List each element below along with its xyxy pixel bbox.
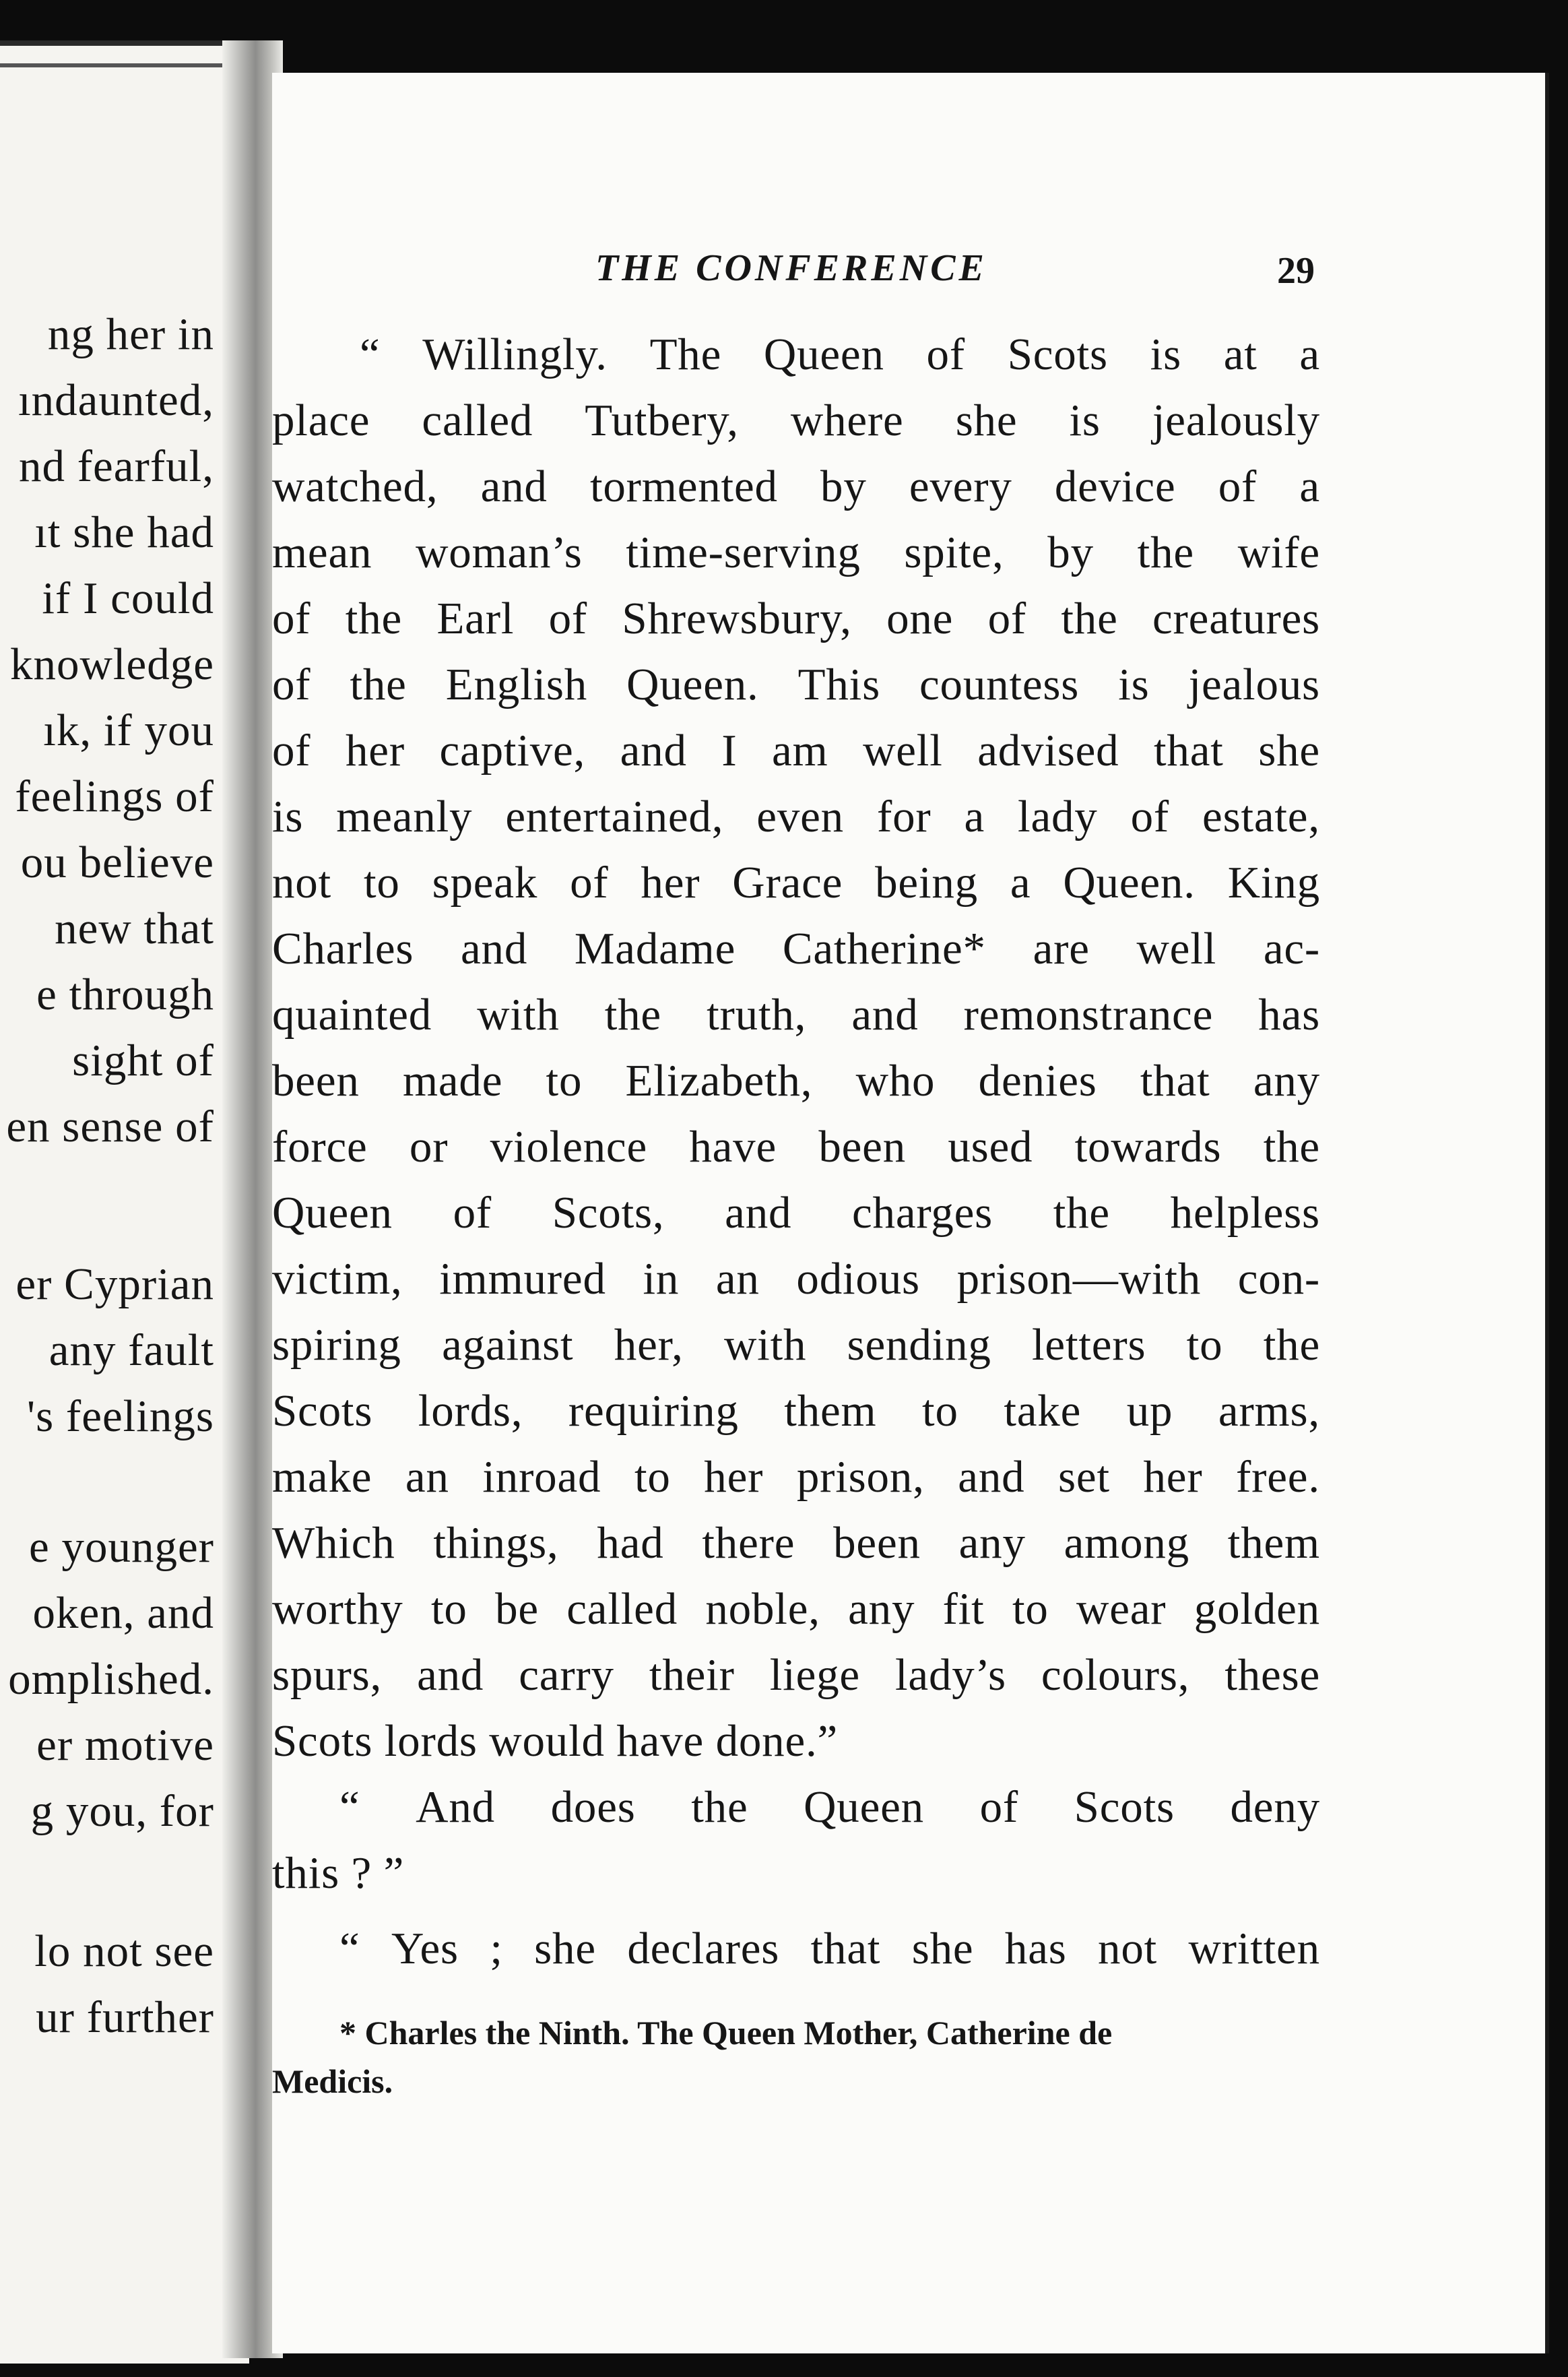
word: to (634, 1452, 671, 1502)
word: the (1263, 1320, 1320, 1370)
text-line (272, 1517, 1320, 1569)
left-text-line: if I could (42, 573, 214, 623)
word: every (909, 462, 1012, 511)
word: to (1186, 1320, 1223, 1370)
word: has (1004, 1924, 1067, 1973)
word: been (272, 1056, 360, 1106)
word: any (958, 1518, 1026, 1568)
right-page (272, 73, 1549, 2353)
word: and (417, 1650, 484, 1700)
word: I (721, 726, 738, 775)
word: been (833, 1518, 921, 1568)
text-line (272, 395, 1320, 447)
page-number: 29 (1277, 250, 1315, 292)
word: carry (519, 1650, 614, 1700)
word: the (604, 990, 661, 1040)
word: Earl (436, 594, 515, 643)
word: “ (339, 1924, 360, 1973)
word: remonstrance (963, 990, 1214, 1040)
word: Scots, (552, 1188, 665, 1238)
word: her (641, 858, 700, 908)
text-line (339, 1781, 1320, 1833)
word: wife (1237, 528, 1320, 577)
word: set (1058, 1452, 1110, 1502)
text-line: Scots lords would have done.” (272, 1716, 839, 1766)
word: by (820, 462, 867, 511)
word: arms, (1218, 1386, 1320, 1436)
word: watched, (272, 462, 438, 511)
word: to (546, 1056, 583, 1106)
word: these (1224, 1650, 1320, 1700)
word: spurs, (272, 1650, 383, 1700)
word: she (955, 395, 1018, 445)
word: ac- (1263, 924, 1320, 974)
word: to (363, 858, 400, 908)
word: an (715, 1254, 760, 1304)
word: her (345, 726, 405, 775)
word: wear (1076, 1584, 1167, 1634)
word: them (784, 1386, 877, 1436)
word: up (1126, 1386, 1173, 1436)
word: inroad (482, 1452, 601, 1502)
word: English (445, 660, 588, 709)
word: King (1227, 858, 1320, 908)
word: liege (769, 1650, 860, 1700)
word: woman’s (416, 528, 583, 577)
word: place (272, 395, 370, 445)
word: Catherine* (782, 924, 986, 974)
text-line (272, 1583, 1320, 1635)
text-line: this ? ” (272, 1848, 405, 1898)
word: not (1098, 1924, 1158, 1973)
word: noble, (705, 1584, 820, 1634)
word: spite, (904, 528, 1004, 577)
word: be (495, 1584, 539, 1634)
word: being (875, 858, 978, 908)
word: charges (852, 1188, 993, 1238)
word: she (534, 1924, 596, 1973)
word: worthy (272, 1584, 403, 1634)
word: has (1258, 990, 1320, 1040)
left-text-line: sight of (72, 1036, 214, 1085)
word: their (649, 1650, 735, 1700)
left-text-line: ur further (36, 1992, 214, 2042)
word: Madame (574, 924, 736, 974)
left-text-line: en sense of (6, 1102, 214, 1151)
word: the (1061, 594, 1118, 643)
left-text-line: new that (55, 904, 214, 953)
left-text-line: ındaunted, (18, 375, 214, 425)
word: a (964, 792, 985, 842)
word: ; (490, 1924, 503, 1973)
text-line (272, 461, 1320, 513)
word: the (1263, 1122, 1320, 1172)
word: the (1137, 528, 1194, 577)
word: is (1118, 660, 1150, 709)
word: lady (1018, 792, 1098, 842)
word: the (350, 660, 407, 709)
word: been (818, 1122, 906, 1172)
footnote-line: Medicis. (272, 2062, 393, 2100)
word: Grace (732, 858, 843, 908)
word: and (851, 990, 919, 1040)
word: there (702, 1518, 795, 1568)
word: Elizabeth, (625, 1056, 813, 1106)
word: free. (1236, 1452, 1320, 1502)
word: to (430, 1584, 467, 1634)
word: Tutbery, (585, 395, 739, 445)
word: of (272, 594, 311, 643)
word: make (272, 1452, 372, 1502)
text-line (339, 1923, 1320, 1975)
word: and (958, 1452, 1025, 1502)
word: sending (847, 1320, 991, 1370)
word: that (1154, 726, 1224, 775)
word: lady’s (895, 1650, 1006, 1700)
text-line (272, 1451, 1320, 1503)
text-line (272, 659, 1320, 711)
right-page-content (272, 73, 1545, 2353)
left-text-line: ou believe (20, 837, 214, 887)
word: are (1033, 924, 1090, 974)
word: mean (272, 528, 372, 577)
word: even (756, 792, 844, 842)
left-text-line: er Cyprian (15, 1259, 214, 1309)
word: prison, (796, 1452, 925, 1502)
word: is (272, 792, 304, 842)
word: estate, (1202, 792, 1320, 842)
word: well (1136, 924, 1217, 974)
word: “ (360, 329, 381, 379)
word: the (691, 1782, 748, 1832)
word: creatures (1152, 594, 1320, 643)
word: of (987, 594, 1026, 643)
word: Queen (804, 1782, 924, 1832)
left-text-line: e through (36, 970, 214, 1019)
word: Queen (272, 1188, 393, 1238)
text-line (272, 593, 1320, 645)
word: and (725, 1188, 792, 1238)
word: to (922, 1386, 958, 1436)
left-text-line: feelings of (15, 771, 214, 821)
word: Scots (1007, 329, 1108, 379)
text-line (272, 923, 1320, 975)
word: of (453, 1188, 492, 1238)
word: by (1047, 528, 1094, 577)
word: where (790, 395, 904, 445)
word: and (461, 924, 528, 974)
word: of (570, 858, 609, 908)
word: Queen (763, 329, 884, 379)
word: called (422, 395, 533, 445)
word: Queen. (1063, 858, 1196, 908)
word: Yes (391, 1924, 459, 1973)
word: the (1053, 1188, 1110, 1238)
text-line (272, 527, 1320, 579)
word: tormented (589, 462, 778, 511)
word: meanly (336, 792, 473, 842)
word: a (1010, 858, 1031, 908)
word: take (1004, 1386, 1082, 1436)
word: spiring (272, 1320, 401, 1370)
word: made (402, 1056, 503, 1106)
word: Willingly. (422, 329, 608, 379)
word: Charles (272, 924, 414, 974)
left-text-line: lo not see (34, 1926, 214, 1976)
page-edge-line (0, 63, 249, 67)
word: golden (1194, 1584, 1320, 1634)
word: prison—with (956, 1254, 1202, 1304)
word: Scots (1074, 1782, 1175, 1832)
left-text-line: g you, for (30, 1786, 214, 1836)
word: and (620, 726, 687, 775)
word: that (1140, 1056, 1210, 1106)
word: speak (432, 858, 538, 908)
word: among (1064, 1518, 1189, 1568)
word: of (1218, 462, 1257, 511)
word: and (480, 462, 548, 511)
word: with (723, 1320, 807, 1370)
text-line (272, 1121, 1320, 1173)
text-line (360, 329, 1320, 381)
text-line (272, 1055, 1320, 1107)
word: she (911, 1924, 974, 1973)
word: a (1299, 329, 1320, 379)
left-text-line: 's feelings (27, 1391, 214, 1441)
word: is (1069, 395, 1101, 445)
word: her (1143, 1452, 1203, 1502)
word: con- (1237, 1254, 1320, 1304)
word: any (848, 1584, 915, 1634)
word: for (876, 792, 932, 842)
left-text-line: ık, if you (43, 705, 214, 755)
word: her (704, 1452, 764, 1502)
word: called (566, 1584, 678, 1634)
word: odious (796, 1254, 920, 1304)
text-line (272, 989, 1320, 1041)
word: deny (1230, 1782, 1320, 1832)
word: captive, (439, 726, 586, 775)
left-text-line: any fault (48, 1325, 214, 1375)
word: Queen. (626, 660, 759, 709)
word: that (810, 1924, 881, 1973)
word: a (1299, 462, 1320, 511)
word: of (926, 329, 965, 379)
word: against (442, 1320, 574, 1370)
left-text-line: ıt she had (34, 507, 214, 557)
text-line (272, 1187, 1320, 1239)
word: the (345, 594, 403, 643)
word: helpless (1170, 1188, 1320, 1238)
word: written (1188, 1924, 1320, 1973)
word: at (1223, 329, 1257, 379)
running-head: THE CONFERENCE (595, 247, 987, 289)
word: had (597, 1518, 664, 1568)
word: of (979, 1782, 1019, 1832)
word: who (855, 1056, 936, 1106)
word: one (886, 594, 954, 643)
word: or (409, 1122, 449, 1172)
word: does (550, 1782, 636, 1832)
left-text-line: e younger (28, 1522, 214, 1572)
text-line (272, 1649, 1320, 1701)
left-page-fragment (0, 40, 249, 2364)
left-text-line: omplished. (8, 1654, 214, 1704)
word: letters (1032, 1320, 1146, 1370)
word: with (477, 990, 560, 1040)
word: And (416, 1782, 495, 1832)
word: violence (490, 1122, 647, 1172)
text-line (272, 725, 1320, 777)
word: have (689, 1122, 777, 1172)
text-line (272, 1253, 1320, 1305)
word: of (272, 726, 311, 775)
word: well (863, 726, 943, 775)
word: am (772, 726, 828, 775)
word: advised (977, 726, 1119, 775)
word: device (1054, 462, 1176, 511)
word: immured (439, 1254, 606, 1304)
word: an (405, 1452, 449, 1502)
word: “ (339, 1782, 360, 1832)
word: is (1150, 329, 1181, 379)
left-text-line: oken, and (32, 1588, 214, 1638)
word: victim, (272, 1254, 403, 1304)
left-text-line: ng her in (47, 309, 214, 359)
word: things, (433, 1518, 559, 1568)
left-text-line: nd fearful, (18, 441, 214, 491)
word: entertained, (505, 792, 724, 842)
word: them (1227, 1518, 1320, 1568)
word: jealously (1152, 395, 1320, 445)
word: not (272, 858, 332, 908)
text-line (272, 857, 1320, 909)
text-line (272, 1319, 1320, 1371)
word: to (1012, 1584, 1049, 1634)
left-text-line: knowledge (10, 639, 214, 689)
word: denies (978, 1056, 1097, 1106)
word: colours, (1041, 1650, 1190, 1700)
word: Which (272, 1518, 395, 1568)
word: countess (919, 660, 1080, 709)
word: requiring (568, 1386, 739, 1436)
word: used (948, 1122, 1033, 1172)
word: in (643, 1254, 680, 1304)
word: Shrewsbury, (622, 594, 852, 643)
word: declares (627, 1924, 780, 1973)
word: her, (614, 1320, 684, 1370)
word: jealous (1188, 660, 1320, 709)
word: This (797, 660, 880, 709)
word: of (272, 660, 311, 709)
word: fit (942, 1584, 985, 1634)
word: towards (1074, 1122, 1222, 1172)
footnote-line: * Charles the Ninth. The Queen Mother, Catherine de (339, 2014, 1113, 2052)
word: quainted (272, 990, 432, 1040)
word: of (548, 594, 588, 643)
word: Scots (272, 1386, 373, 1436)
word: time-serving (626, 528, 861, 577)
word: she (1258, 726, 1320, 775)
text-line (272, 791, 1320, 843)
word: lords, (418, 1386, 523, 1436)
word: The (649, 329, 722, 379)
text-line (272, 1385, 1320, 1437)
word: force (272, 1122, 368, 1172)
word: any (1253, 1056, 1320, 1106)
left-text-line: er motive (36, 1720, 214, 1770)
word: of (1130, 792, 1170, 842)
word: truth, (707, 990, 807, 1040)
